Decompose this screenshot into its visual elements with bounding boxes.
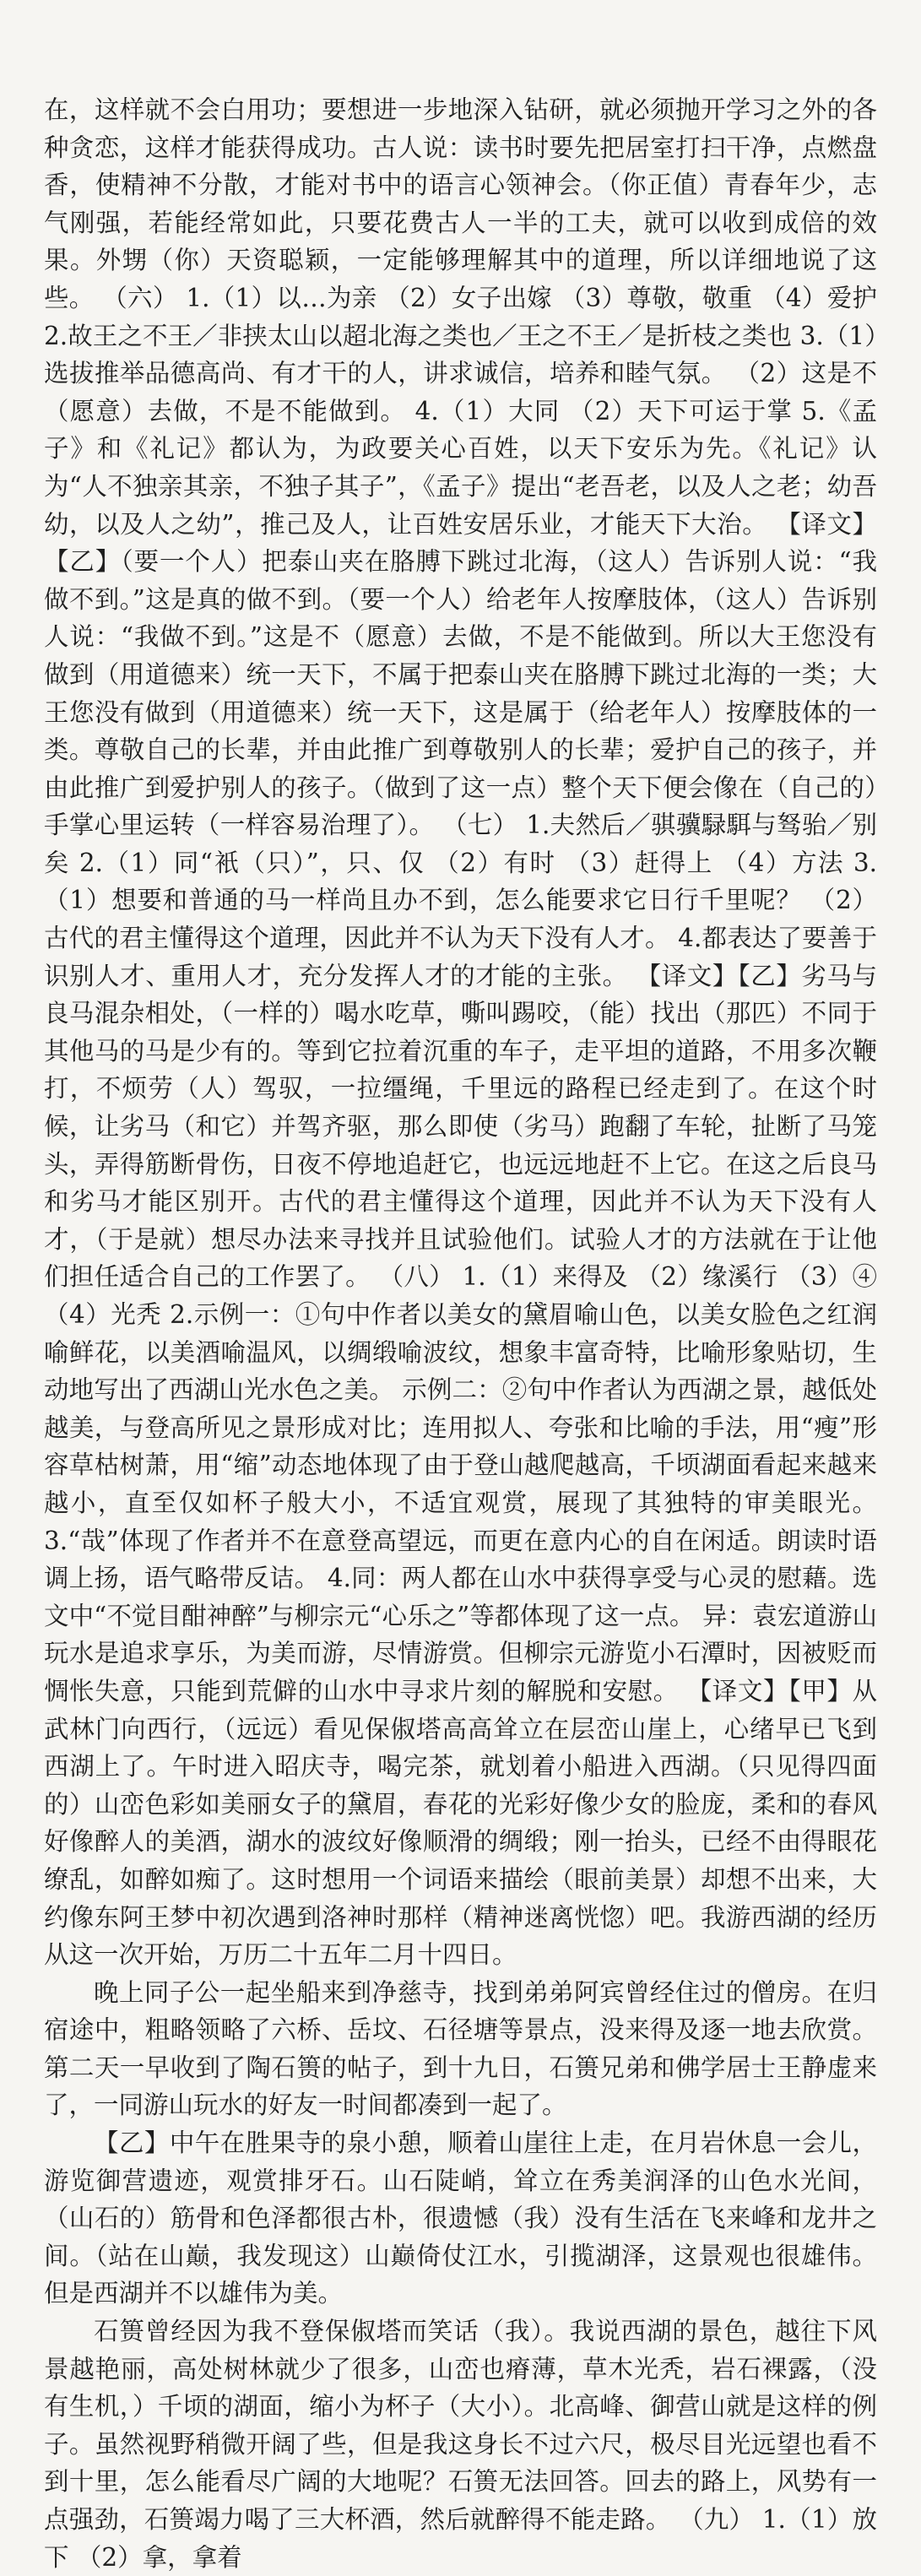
paragraph-shikui: 石篑曾经因为我不登保俶塔而笑话（我）。我说西湖的景色，越往下风景越艳丽，高处树林就少了很多，山峦也瘠薄，草木光秃，岩石裸露，（没有生机，）千顷的湖面，缩小为杯子（大小）。北高峰、御营山就是这样的例子。虽然视野稍微开阔了些，但是我这身长不过六尺，极尽目光远望也看不到十里，怎么能看尽广阔的大地呢？石篑无法回答。回去的路上，风势有一点强劲，石篑竭力喝了三大杯酒，然后就醉得不能走路。 （九） 1.（1）放下 （2）拿，拿着 <box>44 2317 877 2572</box>
paragraph-evening-trip: 晚上同子公一起坐船来到净慈寺，找到弟弟阿宾曾经住过的僧房。在归宿途中，粗略领略了六桥、岳坟、石径塘等景点，没来得及逐一地去欣赏。第二天一早收到了陶石篑的帖子，到十九日，石篑兄弟和佛学居士王静虚来了，一同游山玩水的好友一时间都凑到一起了。 <box>44 1977 877 2120</box>
paragraph-main: 在，这样就不会白用功；要想进一步地深入钻研，就必须抛开学习之外的各种贪恋，这样才能获得成功。古人说：读书时要先把居室打扫干净，点燃盘香，使精神不分散，才能对书中的语言心领神会。（你正值）青春年少，志气刚强，若能经常如此，只要花费古人一半的工夫，就可以收到成倍的效果。外甥（你）天资聪颖，一定能够理解其中的道理，所以详细地说了这些。 （六） 1.（1）以…为亲 （2）女子出嫁 （3）尊敬，敬重 （4）爱护 2.故王之不王／非挟太山以超北海之类也／王之不王／是折枝之类也 3.（1）选拔推举品德高尚、有才干的人，讲求诚信，培养和睦气氛。 （2）这是不（愿意）去做，不是不能做到。 4.（1）大同 （2）天下可运于掌 5.《孟子》和《礼记》都认为，为政要关心百姓，以天下安乐为先。《礼记》认为“人不独亲其亲，不独子其子”，《孟子》提出“老吾老，以及人之老；幼吾幼，以及人之幼”，推己及人，让百姓安居乐业，才能天下大治。 【译文】【乙】（要一个人）把泰山夹在胳膊下跳过北海，（这人）告诉别人说：“我做不到。”这是真的做不到。（要一个人）给老年人按摩肢体，（这人）告诉别人说：“我做不到。”这是不（愿意）去做，不是不能做到。所以大王您没有做到（用道德来）统一天下，不属于把泰山夹在胳膊下跳过北海的一类；大王您没有做到（用道德来）统一天下，这是属于（给老年人）按摩肢体的一类。尊敬自己的长辈，并由此推广到尊敬别人的长辈；爱护自己的孩子，并由此推广到爱护别人的孩子。（做到了这一点）整个天下便会像在（自己的）手掌心里运转（一样容易治理了）。 （七） 1.夫然后／骐骥騄駬与驽骀／别矣 2.（1）同“衹（只）”，只、仅 （2）有时 （3）赶得上 （4）方法 3.（1）想要和普通的马一样尚且办不到，怎么能要求它日行千里呢？ （2）古代的君主懂得这个道理，因此并不认为天下没有人才。 4.都表达了要善于识别人才、重用人才，充分发挥人才的才能的主张。 【译文】【乙】劣马与良马混杂相处，（一样的）喝水吃草，嘶叫踢咬，（能）找出（那匹）不同于其他马的马是少有的。等到它拉着沉重的车子，走平坦的道路，不用多次鞭打，不烦劳（人）驾驭，一拉缰绳，千里远的路程已经走到了。在这个时候，让劣马（和它）并驾齐驱，那么即使（劣马）跑翻了车轮，扯断了马笼头，弄得筋断骨伤，日夜不停地追赶它，也远远地赶不上它。在这之后良马和劣马才能区别开。古代的君主懂得这个道理，因此并不认为天下没有人才，（于是就）想尽办法来寻找并且试验他们。试验人才的方法就在于让他们担任适合自己的工作罢了。 （八） 1.（1）来得及 （2）缘溪行 （3）④ （4）光秃 2.示例一：①句中作者以美女的黛眉喻山色，以美女脸色之红润喻鲜花，以美酒喻温风，以绸缎喻波纹，想象丰富奇特，比喻形象贴切，生动地写出了西湖山光水色之美。 示例二：②句中作者认为西湖之景，越低处越美，与登高所见之景形成对比；连用拟人、夸张和比喻的手法，用“瘦”形容草枯树萧，用“缩”动态地体现了由于登山越爬越高，千顷湖面看起来越来越小，直至仅如杯子般大小，不适宜观赏，展现了其独特的审美眼光。 3.“哉”体现了作者并不在意登高望远，而更在意内心的自在闲适。朗读时语调上扬，语气略带反诘。 4.同：两人都在山水中获得享受与心灵的慰藉。选文中“不觉目酣神醉”与柳宗元“心乐之”等都体现了这一点。 异：袁宏道游山玩水是追求享乐，为美而游，尽情游赏。但柳宗元游览小石潭时，因被贬而惆怅失意，只能到荒僻的山水中寻求片刻的解脱和安慰。 【译文】【甲】从武林门向西行，（远远）看见保俶塔高高耸立在层峦山崖上，心绪早已飞到西湖上了。午时进入昭庆寺，喝完茶，就划着小船进入西湖。（只见得四面的）山峦色彩如美丽女子的黛眉，春花的光彩好像少女的脸庞，柔和的春风好像醉人的美酒，湖水的波纹好像顺滑的绸缎；刚一抬头，已经不由得眼花缭乱，如醉如痴了。这时想用一个词语来描绘（眼前美景）却想不出来，大约像东阿王梦中初次遇到洛神时那样（精神迷离恍惚）吧。我游西湖的经历从这一次开始，万历二十五年二月十四日。 <box>44 95 877 1970</box>
paragraph-yi-translation: 【乙】中午在胜果寺的泉小憩，顺着山崖往上走，在月岩休息一会儿，游览御营遗迹，观赏排牙石。山石陡峭，耸立在秀美润泽的山色水光间，（山石的）筋骨和色泽都很古朴，很遗憾（我）没有生活在飞来峰和龙井之间。（站在山巅，我发现这）山巅倚仗江水，引揽湖泽，这景观也很雄伟。但是西湖并不以雄伟为美。 <box>44 2129 877 2308</box>
